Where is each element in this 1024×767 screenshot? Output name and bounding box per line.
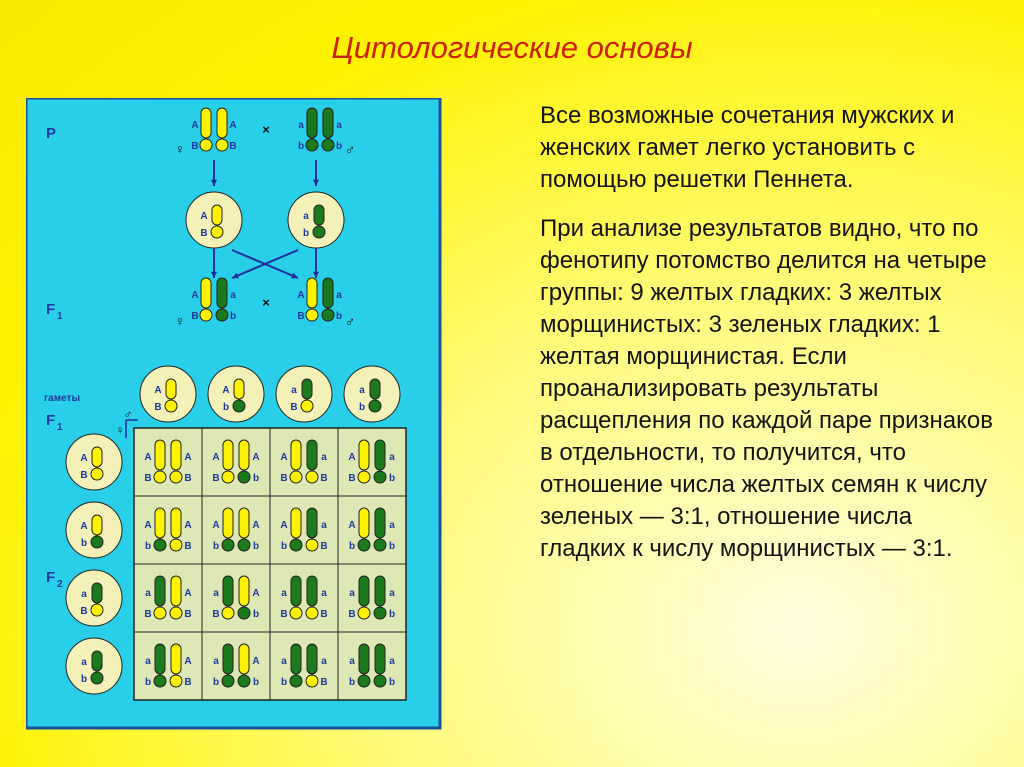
offspring-allele-2: a [389,452,395,463]
gamete-p-female-chromosome-dot [211,226,223,238]
male-symbol-p: ♂ [344,141,356,157]
offspring-chromosome-2-bar [307,644,317,674]
offspring-chromosome-2-bar [375,644,385,674]
offspring-allele-3: B [144,609,152,620]
offspring-allele-2: a [389,520,395,531]
offspring-allele-1: A [144,452,152,463]
gamete-male-3 [276,366,332,422]
offspring-allele-4: B [320,677,328,688]
offspring-allele-3: b [212,541,220,552]
offspring-chromosome-2-dot [374,539,386,551]
gamete-female-1-chromosome-dot [91,468,103,480]
offspring-chromosome-1-dot [358,539,370,551]
label-f2: F [46,569,56,586]
gamete-male-2-chromosome-dot [233,400,245,412]
gamete-female-2 [66,502,122,558]
offspring-allele-2: a [389,656,395,667]
f1-female-allele-3: B [191,311,199,322]
cross-symbol-f1: × [262,295,270,310]
offspring-chromosome-1-dot [154,471,166,483]
gamete-female-1-chromosome-bar [92,447,102,467]
offspring-allele-3: b [280,541,288,552]
offspring-allele-1: a [349,588,355,599]
parent-male-chromosome-1-dot [306,139,318,151]
gamete-female-4-allele-1: a [81,657,87,668]
offspring-allele-2: A [252,656,260,667]
gamete-male-1 [140,366,196,422]
offspring-chromosome-2-bar [307,508,317,538]
offspring-allele-4: b [252,541,260,552]
parent-male-chromosome-2-bar [323,108,333,138]
offspring-chromosome-1-dot [358,607,370,619]
gamete-p-female-allele-2: B [200,228,208,239]
offspring-allele-1: a [349,656,355,667]
offspring-allele-2: A [184,588,192,599]
parent-male-allele-2: a [336,120,342,131]
paragraph-punnett-intro: Все возможные сочетания мужских и женских гамет легко установить с помощью решетки Пеннета. [540,102,955,193]
parent-female-chromosome-1-bar [201,108,211,138]
gamete-male-3-chromosome-bar [302,379,312,399]
f1-male-chromosome-1-bar [307,278,317,308]
gamete-p-male-allele-1: a [303,211,309,222]
gamete-female-3-chromosome-dot [91,604,103,616]
offspring-chromosome-1-bar [223,440,233,470]
offspring-allele-3: b [280,677,288,688]
gamete-male-4-allele-1: a [359,385,365,396]
offspring-allele-2: a [389,588,395,599]
offspring-chromosome-1-dot [154,675,166,687]
offspring-chromosome-1-dot [358,675,370,687]
gamete-male-1-chromosome-bar [166,379,176,399]
gamete-female-3 [66,570,122,626]
offspring-chromosome-2-dot [238,471,250,483]
gamete-male-2 [208,366,264,422]
offspring-chromosome-2-dot [238,607,250,619]
f1-male-allele-4: b [335,311,343,322]
gamete-p-female [186,192,242,248]
gamete-male-4-chromosome-bar [370,379,380,399]
punnett-diagram-svg [26,98,442,730]
gamete-female-3-allele-2: B [80,606,88,617]
offspring-allele-1: A [348,452,356,463]
offspring-chromosome-1-bar [155,440,165,470]
offspring-chromosome-1-dot [154,607,166,619]
offspring-chromosome-2-bar [375,508,385,538]
parent-female-chromosome-1-dot [200,139,212,151]
offspring-allele-3: B [348,473,356,484]
gamete-p-female-chromosome-bar [212,205,222,225]
offspring-chromosome-1-dot [358,471,370,483]
offspring-allele-2: A [252,520,260,531]
f1-male-chromosome-2-bar [323,278,333,308]
gamete-male-1-chromosome-dot [165,400,177,412]
offspring-chromosome-2-bar [239,644,249,674]
gamete-female-2-allele-2: b [80,538,88,549]
gamete-male-1-allele-2: B [154,402,162,413]
offspring-allele-2: a [321,588,327,599]
offspring-allele-4: B [184,609,192,620]
offspring-allele-2: A [252,452,260,463]
gamete-female-1 [66,434,122,490]
gamete-female-1-allele-2: B [80,470,88,481]
offspring-chromosome-2-dot [170,607,182,619]
f1-male-chromosome-2-dot [322,309,334,321]
offspring-chromosome-1-dot [154,539,166,551]
offspring-allele-3: B [280,473,288,484]
offspring-chromosome-2-bar [239,508,249,538]
parent-male-chromosome-2-dot [322,139,334,151]
offspring-allele-3: b [348,677,356,688]
offspring-allele-3: B [212,473,220,484]
gamete-p-male-chromosome-dot [313,226,325,238]
offspring-chromosome-1-dot [290,539,302,551]
gamete-male-1-allele-1: A [154,385,162,396]
offspring-chromosome-2-dot [306,539,318,551]
offspring-chromosome-2-dot [306,607,318,619]
f1-female-chromosome-2-dot [216,309,228,321]
offspring-chromosome-1-bar [291,508,301,538]
offspring-chromosome-2-bar [171,576,181,606]
offspring-chromosome-1-dot [222,675,234,687]
offspring-chromosome-1-dot [290,471,302,483]
male-symbol-grid: ♂ [123,407,133,421]
label-f1-gametes-sub: 1 [57,422,63,433]
gamete-male-3-allele-2: B [290,402,298,413]
offspring-chromosome-1-bar [223,576,233,606]
parent-male-allele-4: b [335,141,343,152]
f1-female-allele-2: a [230,290,236,301]
offspring-allele-2: A [184,656,192,667]
punnett-diagram [26,98,442,735]
gamete-female-1-allele-1: A [80,453,88,464]
offspring-chromosome-2-bar [375,440,385,470]
offspring-chromosome-1-bar [359,440,369,470]
f1-female-chromosome-2-bar [217,278,227,308]
offspring-allele-1: A [212,452,220,463]
offspring-chromosome-1-bar [155,508,165,538]
f1-male-allele-1: A [297,290,305,301]
offspring-allele-3: b [212,677,220,688]
female-symbol-f1: ♀ [174,313,186,329]
parent-female-chromosome-2-dot [216,139,228,151]
offspring-chromosome-2-dot [374,471,386,483]
female-symbol-grid: ♀ [115,423,125,437]
offspring-allele-4: B [184,541,192,552]
offspring-allele-2: A [252,588,260,599]
gamete-female-2-chromosome-dot [91,536,103,548]
offspring-allele-4: B [184,677,192,688]
offspring-chromosome-2-bar [375,576,385,606]
offspring-allele-4: b [252,677,260,688]
offspring-allele-3: B [144,473,152,484]
f1-male-chromosome-1-dot [306,309,318,321]
offspring-allele-2: A [184,520,192,531]
gamete-male-3-chromosome-dot [301,400,313,412]
offspring-allele-1: a [281,656,287,667]
offspring-allele-4: b [388,473,396,484]
gamete-male-3-allele-1: a [291,385,297,396]
offspring-chromosome-1-bar [291,440,301,470]
parent-female-allele-2: A [229,120,237,131]
offspring-chromosome-2-bar [239,576,249,606]
label-parents: P [46,125,57,142]
gamete-female-4-chromosome-dot [91,672,103,684]
female-symbol-p: ♀ [174,141,186,157]
offspring-chromosome-1-bar [155,644,165,674]
gamete-female-3-chromosome-bar [92,583,102,603]
offspring-allele-2: a [321,452,327,463]
offspring-chromosome-1-bar [359,508,369,538]
offspring-chromosome-1-bar [223,508,233,538]
f1-female-chromosome-1-dot [200,309,212,321]
gamete-female-4-chromosome-bar [92,651,102,671]
offspring-allele-3: B [280,609,288,620]
parent-female-chromosome-2-bar [217,108,227,138]
offspring-chromosome-2-dot [238,675,250,687]
offspring-allele-4: b [252,473,260,484]
gamete-p-male [288,192,344,248]
offspring-chromosome-2-dot [238,539,250,551]
gamete-male-4 [344,366,400,422]
offspring-chromosome-1-bar [291,644,301,674]
f1-male-allele-2: a [336,290,342,301]
offspring-chromosome-2-dot [374,607,386,619]
parent-female-allele-1: A [191,120,199,131]
label-f1-gametes: F [46,412,56,429]
gamete-female-3-allele-1: a [81,589,87,600]
f1-female-allele-1: A [191,290,199,301]
offspring-allele-3: b [144,541,152,552]
offspring-allele-1: A [348,520,356,531]
offspring-chromosome-1-dot [222,471,234,483]
offspring-chromosome-2-bar [171,644,181,674]
gamete-male-2-allele-1: A [222,385,230,396]
offspring-chromosome-1-bar [291,576,301,606]
f1-female-allele-4: b [229,311,237,322]
slide-title: Цитологические основы [331,30,693,65]
offspring-allele-4: B [320,541,328,552]
parent-male-allele-1: a [298,120,304,131]
offspring-allele-3: B [348,609,356,620]
parent-female-allele-3: B [191,141,199,152]
offspring-chromosome-1-dot [222,607,234,619]
gamete-male-4-chromosome-dot [369,400,381,412]
label-f2-sub: 2 [57,579,63,590]
offspring-allele-3: B [212,609,220,620]
gamete-female-4-allele-2: b [80,674,88,685]
gamete-female-2-chromosome-bar [92,515,102,535]
offspring-allele-1: a [213,588,219,599]
offspring-chromosome-2-dot [170,471,182,483]
parent-female-allele-4: B [229,141,237,152]
offspring-allele-4: B [320,473,328,484]
offspring-allele-2: A [184,452,192,463]
offspring-allele-4: b [388,541,396,552]
offspring-chromosome-2-bar [239,440,249,470]
offspring-chromosome-1-dot [290,607,302,619]
offspring-chromosome-2-bar [171,508,181,538]
f1-male-allele-3: B [297,311,305,322]
offspring-allele-3: b [348,541,356,552]
offspring-allele-3: b [144,677,152,688]
offspring-allele-4: b [388,677,396,688]
offspring-allele-1: a [281,588,287,599]
offspring-allele-4: b [252,609,260,620]
label-f1: F [46,301,56,318]
cross-symbol-p: × [262,122,270,137]
offspring-allele-4: b [388,609,396,620]
offspring-chromosome-1-bar [359,644,369,674]
offspring-allele-1: A [212,520,220,531]
offspring-chromosome-2-bar [307,440,317,470]
offspring-allele-4: B [184,473,192,484]
offspring-allele-2: a [321,520,327,531]
offspring-chromosome-2-dot [374,675,386,687]
gamete-male-2-allele-2: b [222,402,230,413]
offspring-allele-1: a [145,588,151,599]
offspring-allele-1: a [213,656,219,667]
label-f1-sub: 1 [57,311,63,322]
offspring-chromosome-2-dot [170,675,182,687]
offspring-chromosome-1-bar [155,576,165,606]
offspring-chromosome-2-dot [306,471,318,483]
parent-male-allele-3: b [297,141,305,152]
gamete-p-male-chromosome-bar [314,205,324,225]
offspring-allele-4: B [320,609,328,620]
offspring-allele-1: A [280,520,288,531]
gamete-p-female-allele-1: A [200,211,208,222]
offspring-allele-2: a [321,656,327,667]
offspring-chromosome-1-bar [359,576,369,606]
offspring-chromosome-2-dot [170,539,182,551]
offspring-allele-1: A [144,520,152,531]
offspring-chromosome-1-bar [223,644,233,674]
male-symbol-f1: ♂ [344,313,356,329]
offspring-chromosome-2-dot [306,675,318,687]
paragraph-analysis: При анализе результатов видно, что по фенотипу потомство делится на четыре группы: 9 желтых гладких: 3 желтых морщинистых: 3 зеленых гладких: 1 желтая морщинистая. Если проанализировать результаты расщепления по каждой паре признаков в отдельности, то получится, что отношение числа желтых семян к числу зеленых — 3:1, отношение числа гладких к числу морщинистых — 3:1. [540,215,993,562]
offspring-chromosome-2-bar [307,576,317,606]
offspring-chromosome-1-dot [222,539,234,551]
offspring-allele-1: a [145,656,151,667]
offspring-chromosome-2-bar [171,440,181,470]
label-gametes: гаметы [44,393,80,404]
offspring-allele-1: A [280,452,288,463]
f1-female-chromosome-1-bar [201,278,211,308]
parent-male-chromosome-1-bar [307,108,317,138]
gamete-male-4-allele-2: b [358,402,366,413]
gamete-female-2-allele-1: A [80,521,88,532]
gamete-female-4 [66,638,122,694]
explanation-text [540,100,1000,582]
gamete-male-2-chromosome-bar [234,379,244,399]
offspring-chromosome-1-dot [290,675,302,687]
gamete-p-male-allele-2: b [302,228,310,239]
